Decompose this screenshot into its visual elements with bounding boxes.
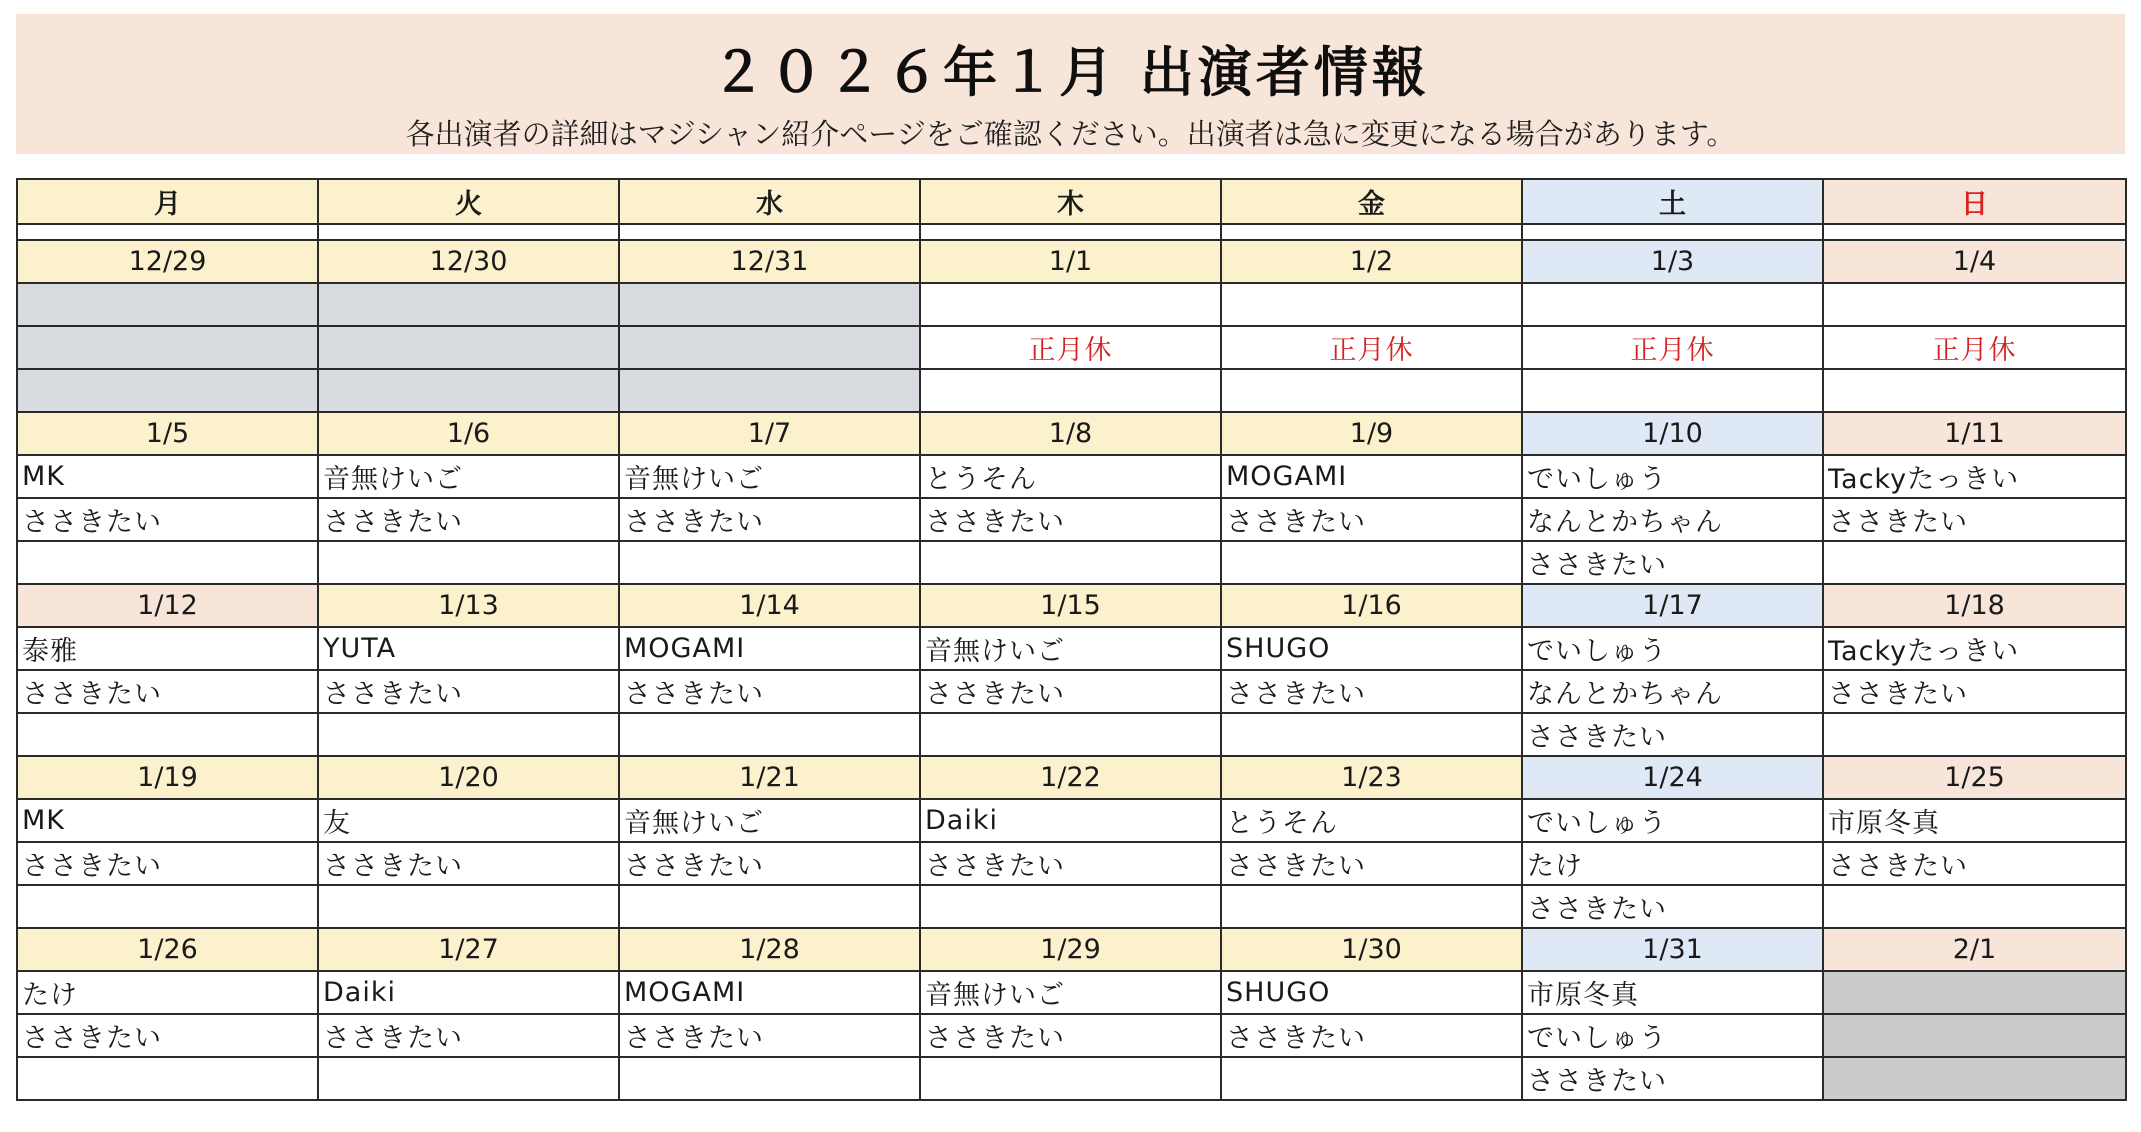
performer-row (17, 670, 2126, 713)
date-row (17, 756, 2126, 799)
performer-row (17, 799, 2126, 842)
date-cell: 1/2 (1221, 240, 1522, 283)
holiday-label: 正月休 (1522, 326, 1823, 369)
header-banner (16, 14, 2125, 154)
performer-cell (17, 1057, 318, 1100)
performer-cell (619, 326, 920, 369)
performer-cell: MK (17, 799, 318, 842)
date-cell: 1/11 (1823, 412, 2126, 455)
date-cell: 1/4 (1823, 240, 2126, 283)
date-cell: 1/18 (1823, 584, 2126, 627)
performer-row (17, 369, 2126, 412)
performer-cell: ささきたい (920, 498, 1221, 541)
performer-cell (318, 283, 619, 326)
performer-row (17, 455, 2126, 498)
performer-cell: ささきたい (619, 498, 920, 541)
performer-cell: Tackyたっきい (1823, 455, 2126, 498)
performer-cell (1823, 1057, 2126, 1100)
date-cell: 1/24 (1522, 756, 1823, 799)
performer-cell: YUTA (318, 627, 619, 670)
performer-cell: たけ (1522, 842, 1823, 885)
performer-cell: MOGAMI (619, 971, 920, 1014)
performer-cell: ささきたい (318, 842, 619, 885)
date-cell: 1/22 (920, 756, 1221, 799)
performer-cell: ささきたい (1221, 498, 1522, 541)
date-cell: 12/29 (17, 240, 318, 283)
performer-cell (318, 713, 619, 756)
performer-cell (17, 326, 318, 369)
performer-cell (17, 283, 318, 326)
performer-cell: ささきたい (1823, 498, 2126, 541)
performer-cell (920, 885, 1221, 928)
performer-cell: ささきたい (619, 670, 920, 713)
holiday-label: 正月休 (1221, 326, 1522, 369)
holiday-label: 正月休 (920, 326, 1221, 369)
performer-cell: 泰雅 (17, 627, 318, 670)
performer-cell: でいしゅう (1522, 1014, 1823, 1057)
performer-cell: 音無けいご (920, 627, 1221, 670)
date-cell: 1/25 (1823, 756, 2126, 799)
performer-cell (17, 369, 318, 412)
spacer-cell (1522, 224, 1823, 240)
performer-row (17, 283, 2126, 326)
date-cell: 1/5 (17, 412, 318, 455)
performer-cell: ささきたい (1522, 541, 1823, 584)
performer-row (17, 627, 2126, 670)
performer-cell: MK (17, 455, 318, 498)
weekday-header: 土 (1522, 179, 1823, 224)
date-cell: 1/23 (1221, 756, 1522, 799)
performer-cell (619, 283, 920, 326)
date-cell: 2/1 (1823, 928, 2126, 971)
spacer-cell (318, 224, 619, 240)
date-cell: 1/6 (318, 412, 619, 455)
performer-cell (17, 885, 318, 928)
performer-cell (318, 1057, 619, 1100)
performer-cell (1522, 369, 1823, 412)
date-cell: 1/19 (17, 756, 318, 799)
performer-cell (318, 541, 619, 584)
performer-cell: なんとかちゃん (1522, 670, 1823, 713)
performer-cell: ささきたい (318, 498, 619, 541)
date-row (17, 412, 2126, 455)
date-cell: 1/21 (619, 756, 920, 799)
performer-cell: Daiki (318, 971, 619, 1014)
performer-cell (619, 541, 920, 584)
performer-cell: 市原冬真 (1522, 971, 1823, 1014)
weekday-header: 木 (920, 179, 1221, 224)
performer-cell: ささきたい (318, 670, 619, 713)
performer-cell: SHUGO (1221, 971, 1522, 1014)
date-cell: 1/3 (1522, 240, 1823, 283)
date-cell: 12/31 (619, 240, 920, 283)
date-row (17, 928, 2126, 971)
date-cell: 1/26 (17, 928, 318, 971)
performer-cell: でいしゅう (1522, 799, 1823, 842)
performer-cell: ささきたい (920, 842, 1221, 885)
performer-cell (17, 541, 318, 584)
performer-cell: ささきたい (1522, 713, 1823, 756)
performer-row (17, 885, 2126, 928)
performer-cell (17, 713, 318, 756)
spacer-cell (17, 224, 318, 240)
performer-cell (619, 1057, 920, 1100)
performer-cell (920, 283, 1221, 326)
spacer-row (17, 224, 2126, 240)
date-cell: 1/29 (920, 928, 1221, 971)
holiday-label: 正月休 (1823, 326, 2126, 369)
performer-row (17, 842, 2126, 885)
performer-cell: ささきたい (17, 842, 318, 885)
performer-row (17, 326, 2126, 369)
performer-cell: ささきたい (318, 1014, 619, 1057)
date-cell: 12/30 (318, 240, 619, 283)
performer-cell: でいしゅう (1522, 455, 1823, 498)
date-cell: 1/27 (318, 928, 619, 971)
date-cell: 1/1 (920, 240, 1221, 283)
performer-row (17, 713, 2126, 756)
calendar-body (17, 179, 2126, 1100)
weekday-header: 金 (1221, 179, 1522, 224)
performer-row (17, 541, 2126, 584)
performer-cell (1221, 369, 1522, 412)
performer-cell (1221, 885, 1522, 928)
spacer-cell (1823, 224, 2126, 240)
performer-cell (1221, 713, 1522, 756)
weekday-header: 水 (619, 179, 920, 224)
date-cell: 1/14 (619, 584, 920, 627)
performer-cell (1823, 369, 2126, 412)
performer-cell (920, 1057, 1221, 1100)
performer-cell: なんとかちゃん (1522, 498, 1823, 541)
performer-cell: ささきたい (1221, 842, 1522, 885)
performer-cell: ささきたい (920, 670, 1221, 713)
performer-cell: ささきたい (17, 1014, 318, 1057)
weekday-header: 火 (318, 179, 619, 224)
performer-cell: Daiki (920, 799, 1221, 842)
performer-cell (318, 369, 619, 412)
performer-cell (318, 885, 619, 928)
performer-cell: たけ (17, 971, 318, 1014)
performer-cell (1823, 541, 2126, 584)
performer-row (17, 498, 2126, 541)
performer-cell: ささきたい (619, 1014, 920, 1057)
performer-cell: ささきたい (1221, 670, 1522, 713)
page-subtitle: 各出演者の詳細はマジシャン紹介ページをご確認ください。出演者は急に変更になる場合があります。 (405, 117, 1736, 151)
date-cell: 1/31 (1522, 928, 1823, 971)
performer-cell: 音無けいご (619, 799, 920, 842)
spacer-cell (619, 224, 920, 240)
performer-cell: 音無けいご (619, 455, 920, 498)
performer-cell: とうそん (920, 455, 1221, 498)
performer-cell: ささきたい (17, 498, 318, 541)
date-cell: 1/16 (1221, 584, 1522, 627)
performer-cell: ささきたい (619, 842, 920, 885)
performer-cell: とうそん (1221, 799, 1522, 842)
performer-cell (318, 326, 619, 369)
date-cell: 1/13 (318, 584, 619, 627)
performer-row (17, 1014, 2126, 1057)
date-cell: 1/7 (619, 412, 920, 455)
date-cell: 1/30 (1221, 928, 1522, 971)
performer-cell: ささきたい (1823, 670, 2126, 713)
performer-cell: ささきたい (1221, 1014, 1522, 1057)
date-cell: 1/15 (920, 584, 1221, 627)
spacer-cell (1221, 224, 1522, 240)
calendar-table (16, 178, 2127, 1101)
performer-cell: ささきたい (1823, 842, 2126, 885)
performer-cell: ささきたい (1522, 1057, 1823, 1100)
performer-cell (1221, 283, 1522, 326)
performer-cell (1823, 713, 2126, 756)
performer-cell: 市原冬真 (1823, 799, 2126, 842)
weekday-header-row (17, 179, 2126, 224)
performer-cell: ささきたい (1522, 885, 1823, 928)
date-cell: 1/20 (318, 756, 619, 799)
performer-cell (920, 369, 1221, 412)
performer-cell: MOGAMI (619, 627, 920, 670)
spacer-cell (920, 224, 1221, 240)
performer-cell: MOGAMI (1221, 455, 1522, 498)
performer-cell (1823, 971, 2126, 1014)
performer-cell: Tackyたっきい (1823, 627, 2126, 670)
date-cell: 1/8 (920, 412, 1221, 455)
performer-cell: ささきたい (17, 670, 318, 713)
weekday-header: 月 (17, 179, 318, 224)
performer-cell (619, 369, 920, 412)
performer-cell (1823, 1014, 2126, 1057)
performer-cell (1823, 283, 2126, 326)
performer-cell: ささきたい (920, 1014, 1221, 1057)
weekday-header: 日 (1823, 179, 2126, 224)
date-row (17, 240, 2126, 283)
date-cell: 1/28 (619, 928, 920, 971)
date-cell: 1/17 (1522, 584, 1823, 627)
page-title: ２０２６年１月 出演者情報 (711, 41, 1430, 104)
performer-cell (920, 541, 1221, 584)
date-cell: 1/12 (17, 584, 318, 627)
performer-cell (1221, 1057, 1522, 1100)
performer-cell: 友 (318, 799, 619, 842)
performer-cell: 音無けいご (318, 455, 619, 498)
date-cell: 1/10 (1522, 412, 1823, 455)
performer-cell (920, 713, 1221, 756)
performer-cell: でいしゅう (1522, 627, 1823, 670)
performer-cell: SHUGO (1221, 627, 1522, 670)
date-cell: 1/9 (1221, 412, 1522, 455)
performer-cell (619, 713, 920, 756)
date-row (17, 584, 2126, 627)
performer-cell (1823, 885, 2126, 928)
performer-row (17, 971, 2126, 1014)
performer-cell (1221, 541, 1522, 584)
performer-cell (619, 885, 920, 928)
performer-row (17, 1057, 2126, 1100)
performer-cell: 音無けいご (920, 971, 1221, 1014)
performer-cell (1522, 283, 1823, 326)
